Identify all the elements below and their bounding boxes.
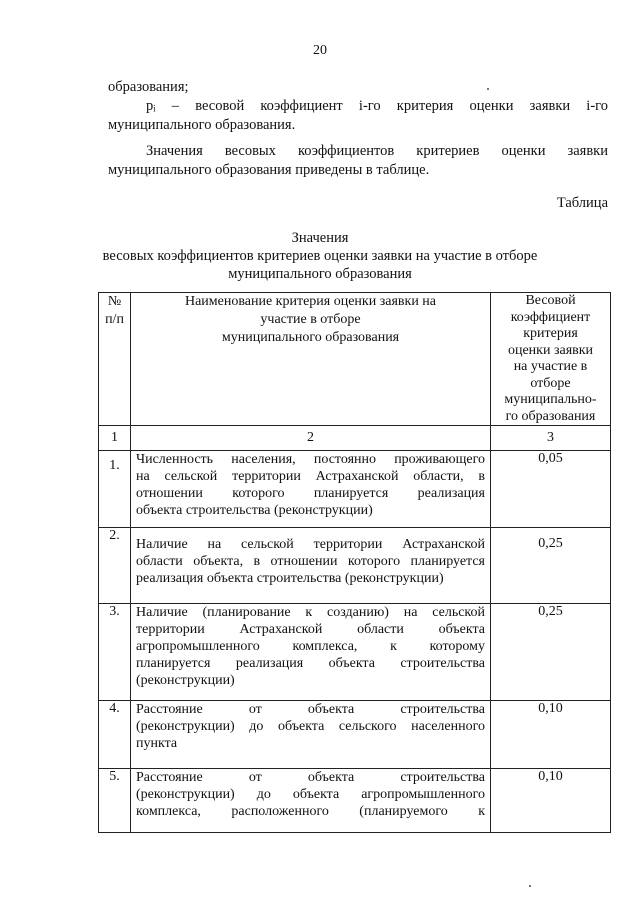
intro-line-5: муниципального образования приведены в таблице. [108,162,430,178]
column-number: 1 [99,426,131,451]
criterion-line: планируется реализация объекта строительства [136,656,485,671]
header-weight-line: Весовой [525,293,576,308]
header-num-line: п/п [105,312,124,327]
intro-line-3: муниципального образования. [108,117,296,133]
criterion-line: (реконструкции) [136,673,235,688]
table-header-row [99,293,611,426]
criterion-text [131,451,491,528]
criterion-text [131,528,491,604]
criterion-text [131,604,491,701]
intro-line-4: Значения весовых коэффициентов критериев оценки заявки [146,143,608,159]
header-weight-line: муниципально- [504,392,597,407]
header-weight-line: на участие в [513,359,588,374]
table-row [99,451,611,528]
table-title-line-3: муниципального образования [228,266,412,282]
criterion-line: объекта строительства (реконструкции) [136,503,373,518]
weight-value: 0,05 [491,451,611,528]
criterion-line: Численность населения, постоянно проживающего [136,452,485,467]
page-number: 20 [313,43,327,58]
header-name-line: Наименование критерия оценки заявки на [184,294,437,309]
criterion-line: Расстояние от объекта строительства [136,770,485,785]
row-number: 2. [99,528,131,604]
criterion-line: области объекта, в отношении которого планируется [136,554,485,569]
row-number: 4. [99,701,131,769]
column-number: 2 [131,426,491,451]
intro-line-1: образования; [108,79,189,95]
criterion-line: (реконструкции) до объекта сельского населенного [136,719,485,734]
criterion-line: Наличие на сельской территории Астраханской [136,537,485,552]
header-name-line: участие в отборе [260,312,361,327]
header-weight-line: го образования [505,408,596,424]
criterion-line: отношении которого планируется реализация [136,486,485,501]
scan-speck [487,88,489,90]
criterion-line: реализация объекта строительства (реконструкции) [136,571,444,586]
header-weight-line: коэффициент [510,309,591,325]
column-number-row [99,426,611,451]
header-num [99,293,131,426]
table-row [99,528,611,604]
criterion-text [131,701,491,769]
criterion-line: (реконструкции) до объекта агропромышленного [136,787,485,802]
criterion-line: Расстояние от объекта строительства [136,702,485,717]
header-weight [491,293,611,426]
header-weight-line: отборе [530,375,571,391]
table-row [99,604,611,701]
table-row [99,701,611,769]
header-criterion-name [131,293,491,426]
column-number: 3 [491,426,611,451]
criterion-line: комплекса, расположенного (планируемого к [136,804,485,819]
table-title-line-2: весовых коэффициентов критериев оценки заявки на участие в отборе [102,248,538,264]
table-title-line-1: Значения [291,230,349,246]
criterion-text [131,769,491,833]
criterion-line: пункта [136,736,178,751]
criterion-line: на сельской территории Астраханской области, в [136,469,485,484]
criterion-line: Наличие (планирование к созданию) на сельской [136,605,485,620]
weight-value: 0,10 [491,769,611,833]
table-caption: Таблица [556,195,608,211]
weight-value: 0,25 [491,604,611,701]
criterion-line: агропромышленного комплекса, к которому [136,639,485,654]
criterion-line: территории Астраханской области объекта [136,622,485,637]
weight-value: 0,10 [491,701,611,769]
table-row [99,769,611,833]
intro-line-2: pᵢ – весовой коэффициент i-го критерия оценки заявки i-го [146,98,608,114]
criteria-weights-table [98,292,611,833]
weight-value: 0,25 [491,528,611,604]
header-weight-line: критерия [523,326,578,341]
header-weight-line: оценки заявки [507,342,594,358]
header-num-line: № [107,294,122,309]
row-number: 1. [99,451,131,528]
header-name-line: муниципального образования [221,330,400,345]
row-number: 3. [99,604,131,701]
scan-speck [529,885,531,887]
row-number: 5. [99,769,131,833]
